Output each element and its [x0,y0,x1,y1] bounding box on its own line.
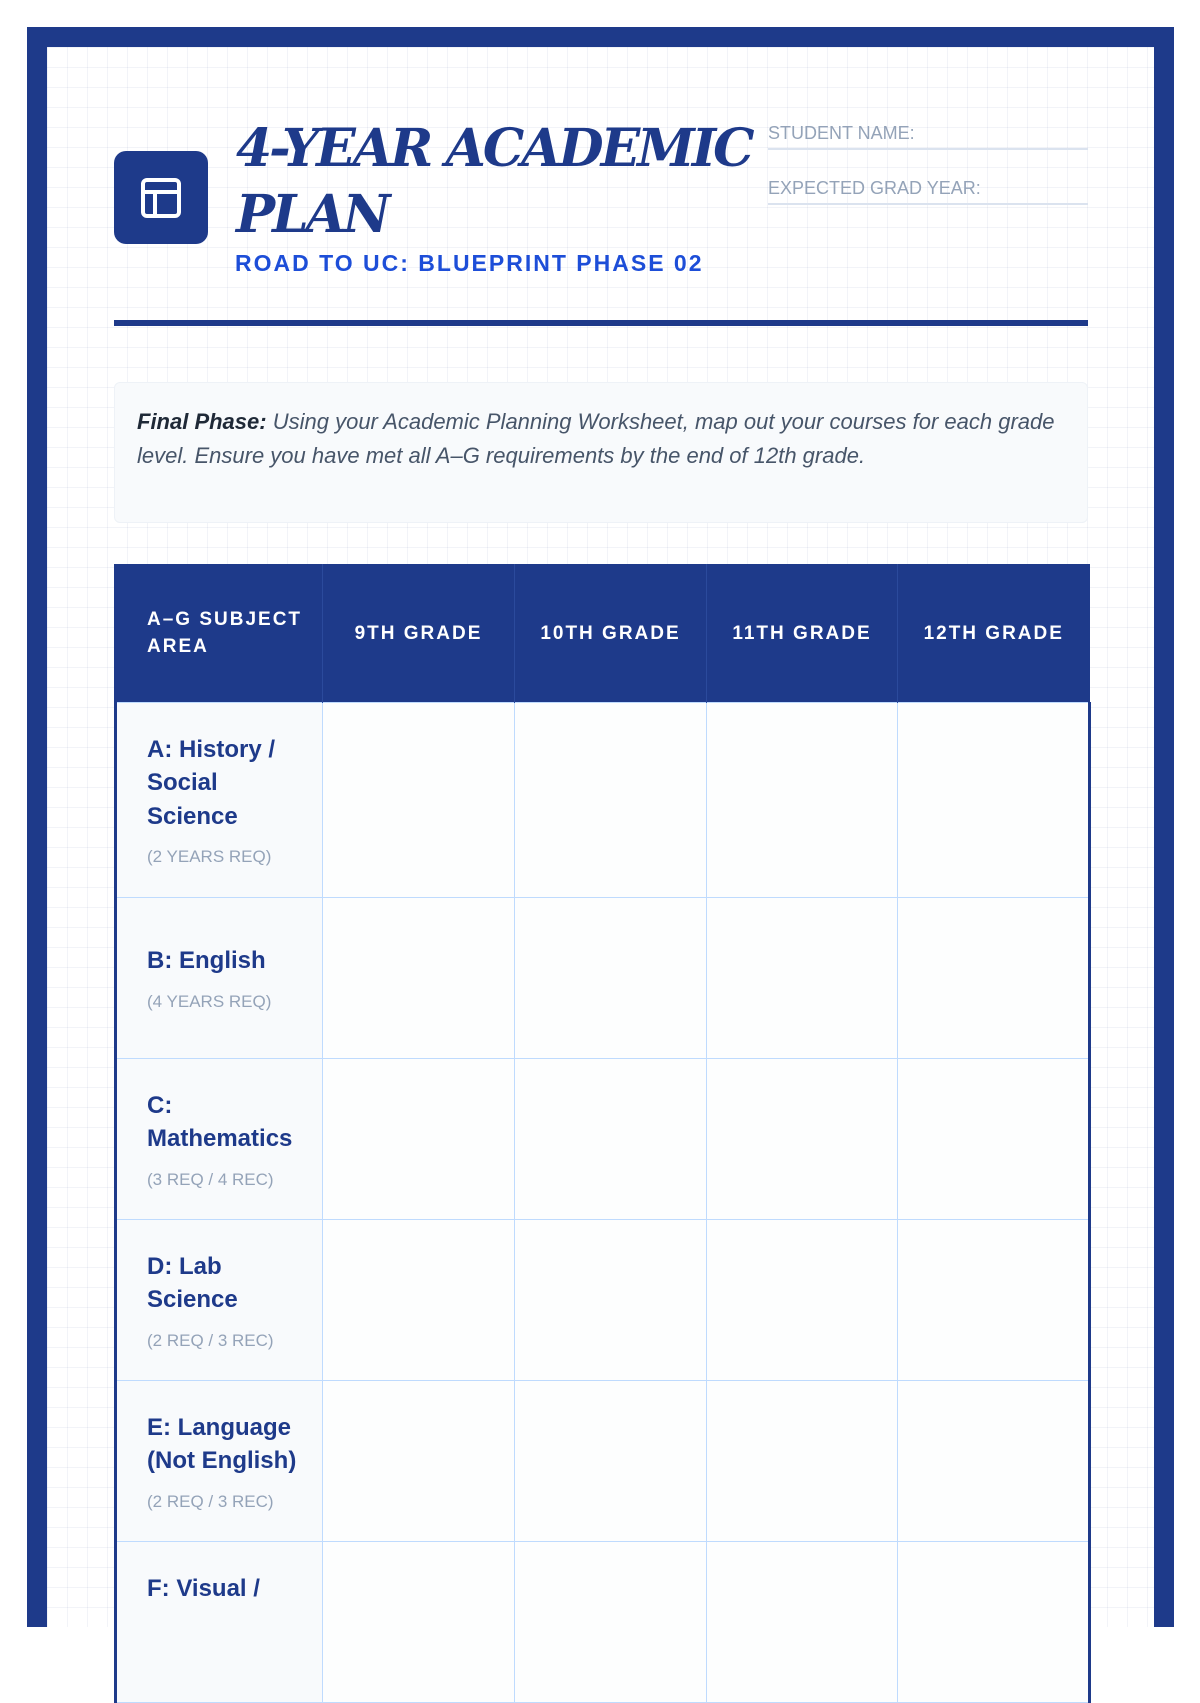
course-cell-9th[interactable] [323,703,515,898]
grad-year-field[interactable] [768,177,1088,205]
academic-plan-table [114,564,1091,1703]
course-cell-9th[interactable] [323,1542,515,1703]
course-cell-10th[interactable] [515,1542,707,1703]
column-header-10th: 10TH GRADE [515,564,707,703]
course-cell-11th[interactable] [707,703,898,898]
table-row [116,1381,1090,1542]
course-cell-11th[interactable] [707,1542,898,1703]
subject-cell [116,898,323,1059]
student-name-label: STUDENT NAME: [768,123,915,143]
subject-cell [116,1220,323,1381]
subject-requirement: (3 REQ / 4 REC) [147,1169,274,1189]
subject-requirement: (2 YEARS REQ) [147,847,272,867]
course-cell-12th[interactable] [898,1059,1090,1220]
header-divider [114,320,1088,326]
subject-cell [116,1059,323,1220]
course-cell-12th[interactable] [898,703,1090,898]
course-cell-9th[interactable] [323,898,515,1059]
subject-name: D: Lab Science [147,1252,238,1313]
subject-cell [116,1381,323,1542]
table-row [116,703,1090,898]
course-cell-9th[interactable] [323,1220,515,1381]
page-title: 4-YEAR ACADEMIC PLAN [236,118,752,245]
course-cell-11th[interactable] [707,898,898,1059]
subject-name: C: Mathematics [147,1091,293,1152]
page-subtitle: ROAD TO UC: BLUEPRINT PHASE 02 [235,250,704,276]
course-cell-10th[interactable] [515,1381,707,1542]
subject-name: E: Language (Not English) [147,1413,297,1474]
course-cell-11th[interactable] [707,1059,898,1220]
subject-requirement: (2 REQ / 3 REC) [147,1491,274,1511]
subject-requirement: (4 YEARS REQ) [147,991,272,1011]
table-row [116,1542,1090,1703]
course-cell-9th[interactable] [323,1059,515,1220]
column-header-9th: 9TH GRADE [323,564,515,703]
course-cell-12th[interactable] [898,1220,1090,1381]
course-cell-10th[interactable] [515,1059,707,1220]
course-cell-10th[interactable] [515,1220,707,1381]
table-row [116,898,1090,1059]
table-row [116,1059,1090,1220]
table-header-row [116,564,1090,703]
column-header-12th: 12TH GRADE [898,564,1090,703]
course-cell-11th[interactable] [707,1381,898,1542]
subject-cell [116,703,323,898]
course-cell-11th[interactable] [707,1220,898,1381]
layout-panel-icon [114,151,208,244]
column-header-subject: A–G SUBJECT AREA [116,564,323,703]
course-cell-12th[interactable] [898,1542,1090,1703]
instructions-lead: Final Phase: [137,409,267,434]
instructions-box [114,382,1088,523]
course-cell-10th[interactable] [515,703,707,898]
subject-name: B: English [147,947,266,975]
course-cell-10th[interactable] [515,898,707,1059]
subject-cell [116,1542,323,1703]
instructions-body: Using your Academic Planning Worksheet, map out your courses for each grade level. Ensure you have met all A–G requirements by the end of 12th grade. [137,409,1055,468]
grad-year-label: EXPECTED GRAD YEAR: [768,178,981,198]
course-cell-9th[interactable] [323,1381,515,1542]
column-header-11th: 11TH GRADE [707,564,898,703]
subject-name: A: History / Social Science [147,735,276,830]
course-cell-12th[interactable] [898,1381,1090,1542]
table-row [116,1220,1090,1381]
subject-name: F: Visual / [147,1575,260,1602]
student-name-field[interactable] [768,122,1088,150]
subject-requirement: (2 REQ / 3 REC) [147,1330,274,1350]
course-cell-12th[interactable] [898,898,1090,1059]
